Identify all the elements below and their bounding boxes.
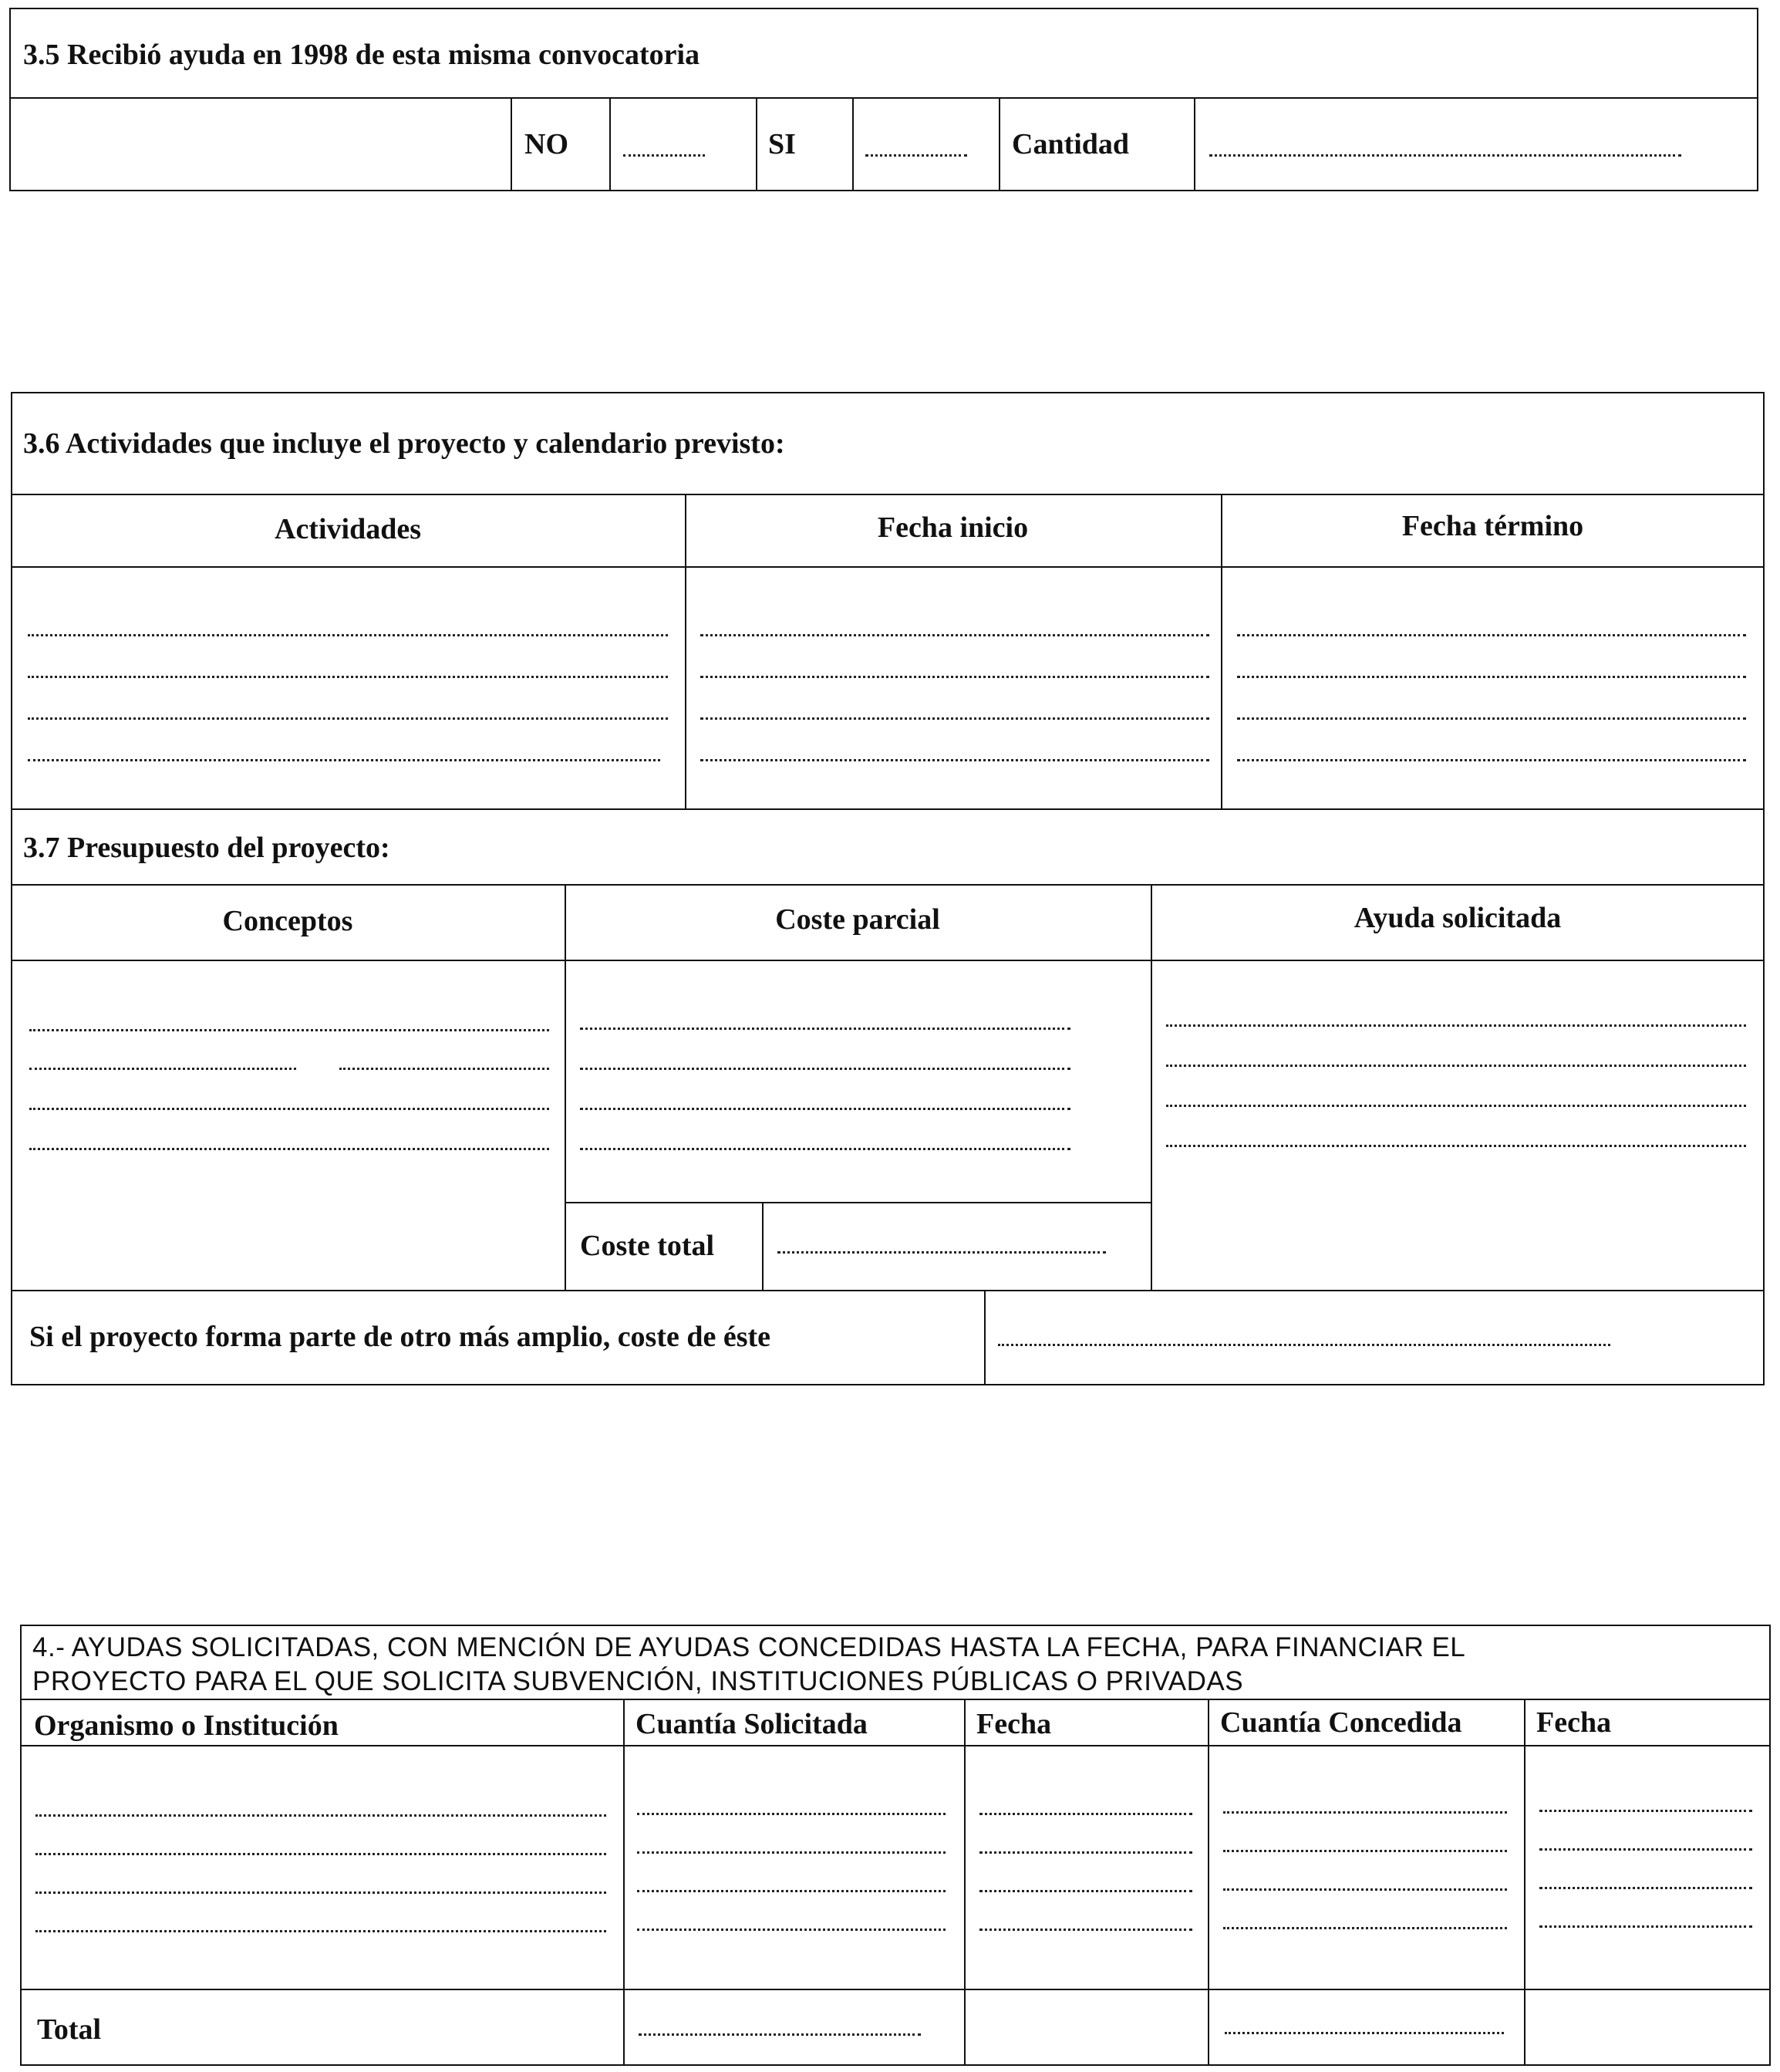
fecha-termino-line[interactable] [1237, 676, 1746, 678]
cuantia-solicitada-line[interactable] [637, 1851, 946, 1854]
fecha-line[interactable] [979, 1813, 1192, 1815]
fecha-inicio-line[interactable] [700, 634, 1209, 636]
fecha-line[interactable] [979, 1851, 1192, 1854]
section-3-5-title: 3.5 Recibió ayuda en 1998 de esta misma convocatoria [23, 39, 700, 71]
divider [1221, 494, 1222, 808]
actividades-line[interactable] [28, 676, 668, 678]
total-cuantia-solicitada-field[interactable] [639, 2033, 921, 2036]
concepto-line[interactable] [29, 1029, 549, 1031]
proyecto-amplio-label: Si el proyecto forma parte de otro más amplio, coste de éste [29, 1321, 771, 1353]
divider [964, 1699, 966, 2066]
divider [20, 1989, 1771, 1990]
ayuda-solicitada-line[interactable] [1166, 1105, 1746, 1107]
header-actividades: Actividades [275, 513, 421, 545]
section-4-title-line1: 4.- AYUDAS SOLICITADAS, CON MENCIÓN DE AYUDAS CONCEDIDAS HASTA LA FECHA, PARA FINANCIAR EL [32, 1632, 1466, 1662]
divider [1194, 97, 1195, 191]
coste-parcial-line[interactable] [580, 1148, 1070, 1150]
organismo-line[interactable] [35, 1814, 606, 1817]
divider [9, 97, 1758, 99]
cuantia-concedida-line[interactable] [1223, 1927, 1507, 1929]
actividades-line[interactable] [28, 634, 668, 636]
divider [756, 97, 757, 191]
fecha-inicio-line[interactable] [700, 759, 1209, 761]
actividades-line[interactable] [28, 717, 668, 720]
divider [11, 1290, 1765, 1291]
proyecto-amplio-field[interactable] [998, 1344, 1610, 1346]
divider [1208, 1699, 1209, 2066]
header-conceptos: Conceptos [222, 905, 353, 937]
ayuda-solicitada-line[interactable] [1166, 1145, 1746, 1147]
fecha-concedida-line[interactable] [1539, 1925, 1752, 1928]
header-fecha: Fecha [976, 1708, 1052, 1740]
fecha-termino-line[interactable] [1237, 759, 1746, 761]
fecha-inicio-line[interactable] [700, 717, 1209, 720]
no-field[interactable] [623, 154, 705, 157]
cantidad-label: Cantidad [1012, 128, 1130, 160]
header-fecha: Fecha [1536, 1706, 1612, 1739]
section-3-5 [9, 8, 1758, 191]
si-field[interactable] [865, 154, 967, 157]
total-label: Total [37, 2013, 102, 2046]
divider [609, 97, 611, 191]
coste-parcial-line[interactable] [580, 1028, 1070, 1030]
organismo-line[interactable] [35, 1891, 606, 1894]
header-fecha-inicio: Fecha inicio [877, 511, 1029, 544]
fecha-concedida-line[interactable] [1539, 1848, 1752, 1851]
divider [11, 960, 1765, 961]
header-fecha-termino: Fecha término [1401, 510, 1584, 542]
concepto-line[interactable] [29, 1108, 549, 1110]
ayuda-solicitada-line[interactable] [1166, 1024, 1746, 1027]
coste-parcial-line[interactable] [580, 1108, 1070, 1110]
cuantia-concedida-line[interactable] [1223, 1850, 1507, 1852]
header-organismo: Organismo o Institución [34, 1709, 339, 1742]
ayuda-solicitada-line[interactable] [1166, 1065, 1746, 1067]
si-label: SI [768, 128, 796, 160]
organismo-line[interactable] [35, 1853, 606, 1855]
fecha-line[interactable] [979, 1890, 1192, 1892]
organismo-line[interactable] [35, 1930, 606, 1932]
cuantia-solicitada-line[interactable] [637, 1929, 946, 1931]
header-cuantia-concedida: Cuantía Concedida [1220, 1706, 1462, 1739]
fecha-termino-line[interactable] [1237, 634, 1746, 636]
divider [623, 1699, 625, 2066]
cantidad-field[interactable] [1209, 154, 1681, 157]
divider [565, 884, 566, 1290]
fecha-inicio-line[interactable] [700, 676, 1209, 678]
divider [984, 1290, 986, 1385]
fecha-termino-line[interactable] [1237, 717, 1746, 720]
divider [11, 494, 1765, 495]
coste-total-field[interactable] [777, 1251, 1106, 1254]
fecha-concedida-line[interactable] [1539, 1810, 1752, 1812]
cuantia-solicitada-line[interactable] [637, 1813, 946, 1815]
divider [565, 1202, 1151, 1203]
total-cuantia-concedida-field[interactable] [1225, 2032, 1504, 2034]
section-3-7-title: 3.7 Presupuesto del proyecto: [23, 832, 390, 864]
coste-parcial-line[interactable] [580, 1068, 1070, 1070]
concepto-line[interactable] [339, 1068, 549, 1070]
divider [999, 97, 1000, 191]
divider [20, 1699, 1771, 1700]
actividades-line[interactable] [28, 759, 660, 761]
cuantia-concedida-line[interactable] [1223, 1811, 1507, 1814]
cuantia-solicitada-line[interactable] [637, 1890, 946, 1892]
cuantia-concedida-line[interactable] [1223, 1888, 1507, 1891]
divider [11, 884, 1765, 886]
divider [1151, 884, 1152, 1290]
divider [762, 1202, 764, 1290]
header-ayuda-solicitada: Ayuda solicitada [1354, 902, 1562, 934]
divider [511, 97, 512, 191]
concepto-line[interactable] [29, 1148, 549, 1150]
header-cuantia-solicitada: Cuantía Solicitada [635, 1708, 868, 1740]
divider [1524, 1699, 1525, 2066]
concepto-line[interactable] [29, 1068, 296, 1070]
section-3-6-title: 3.6 Actividades que incluye el proyecto y calendario previsto: [23, 427, 785, 460]
coste-total-label: Coste total [580, 1230, 715, 1262]
fecha-concedida-line[interactable] [1539, 1887, 1752, 1889]
fecha-line[interactable] [979, 1929, 1192, 1931]
header-coste-parcial: Coste parcial [775, 903, 940, 936]
no-label: NO [524, 128, 568, 160]
divider [11, 566, 1765, 568]
section-4-title-line2: PROYECTO PARA EL QUE SOLICITA SUBVENCIÓN, INSTITUCIONES PÚBLICAS O PRIVADAS [32, 1666, 1244, 1696]
divider [11, 808, 1765, 810]
divider [852, 97, 854, 191]
divider [20, 1745, 1771, 1746]
